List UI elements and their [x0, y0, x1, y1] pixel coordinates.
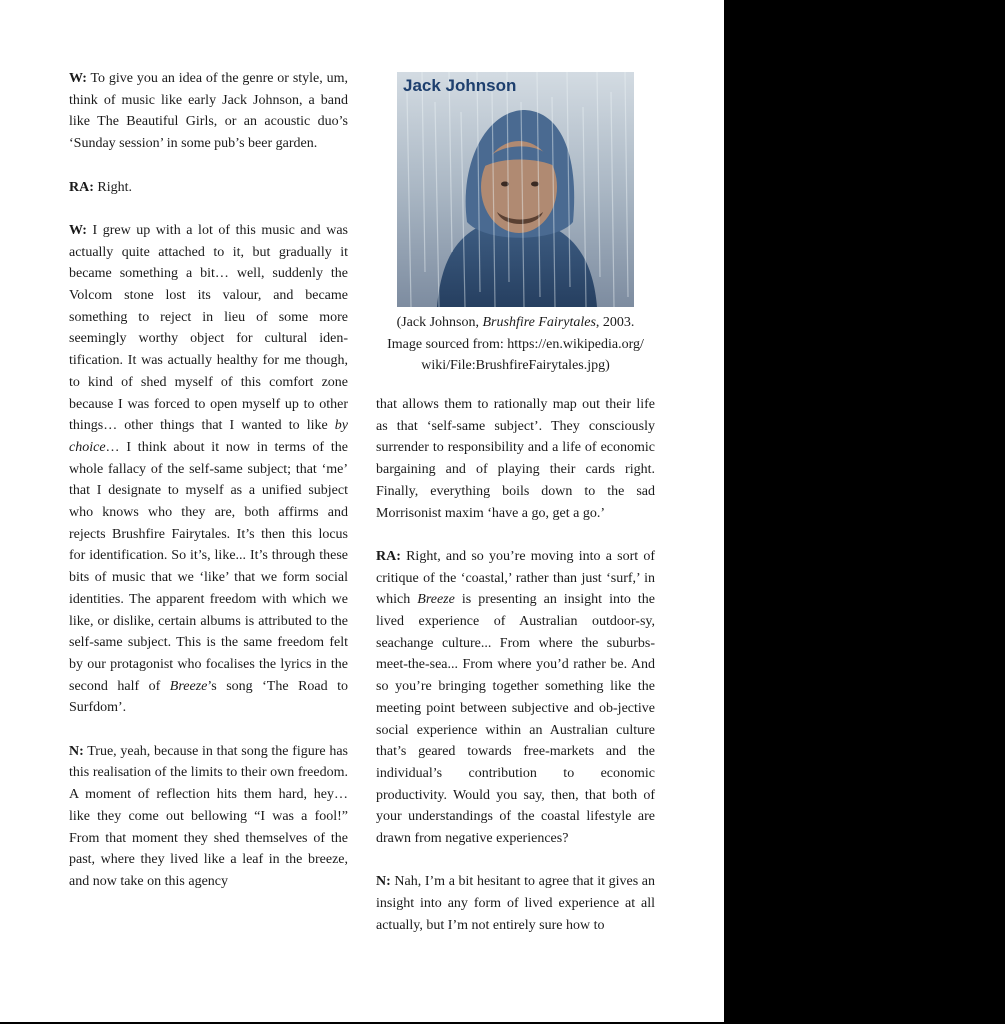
album-cover-art	[397, 72, 634, 307]
caption-source-line: Image sourced from: https://en.wikipedia.org/	[387, 336, 644, 352]
right-column	[376, 394, 655, 958]
paragraph-w-1	[69, 68, 348, 155]
paragraph-text: I grew up with a lot of this music and was actually quite attached to it, but gradually it became something a bit… well, suddenly the Volcom stone lost its valour, and became something to reject in lieu of some more seemingly worthy object for cultural iden-tification. It was actually healthy for me though, to kind of shed myself of this comfort zone because I was forced to open myself up to other things… other things that I wanted to like	[69, 222, 348, 434]
italic-text: Breeze	[417, 592, 455, 608]
caption-year: , 2003.	[595, 315, 635, 330]
paragraph-text: ’s song ‘The Road to Surfdom’.	[69, 678, 349, 716]
paragraph-text: Right.	[93, 179, 133, 195]
paragraph-n-1	[69, 741, 348, 893]
figure-caption	[376, 312, 655, 377]
paragraph-w-2	[69, 220, 348, 719]
paragraph-continued	[376, 394, 655, 524]
paragraph-text: Right, and so you’re moving into a sort of critique of the ‘coastal,’ rather than just ‘surf,’ in which	[376, 548, 655, 608]
caption-lead: (Jack Johnson,	[396, 315, 483, 330]
album-cover-image	[397, 72, 634, 307]
paragraph-text: To give you an idea of the genre or style, um, think of music like early Jack Johnson, a band like The Beautiful Girls, or an acoustic duo’s ‘Sunday session’ in some pub’s beer garden.	[69, 71, 348, 152]
left-column	[69, 68, 348, 914]
caption-source-line: wiki/File:BrushfireFairytales.jpg)	[421, 358, 610, 374]
paragraph-text: Nah, I’m a bit hesitant to agree that it gives an insight into any form of lived experience at all actually, but I’m not entirely sure how to	[376, 874, 655, 933]
paragraph-ra-2	[376, 546, 655, 850]
speaker-label: N:	[376, 874, 391, 890]
speaker-label: N:	[69, 743, 84, 759]
speaker-label: RA:	[376, 548, 401, 564]
album-cover-title: Jack Johnson	[403, 76, 517, 95]
italic-text: by choice	[69, 418, 348, 455]
speaker-label: W:	[69, 71, 87, 86]
paragraph-text: … I think about it now in terms of the whole fallacy of the self-same subject; that ‘me’ that I designate to myself as a unified subject who knows who they are, both affirms and rejects Brushfire Fairytales. It’s then this locus for identification. So it’s, like... It’s through these bits of music that we ‘like’ that we form social identities. The apparent freedom with which we like, or dislike, certain albums is attributed to the self-same subject. This is the same freedom felt by our protagonist who focalises the lyrics in the second half of	[69, 439, 348, 694]
paragraph-text: True, yeah, because in that song the figure has this realisation of the limits to their own freedom. A moment of reflection hits them hard, hey… like they come out bellowing “I was a fool!” From that moment they shed themselves of the past, where they lived like a leaf in the breeze, and now take on this agency	[69, 743, 348, 889]
italic-text: Breeze	[169, 678, 208, 694]
album-figure	[376, 72, 655, 377]
caption-album-title: Brushfire Fairytales	[482, 315, 596, 330]
paragraph-text: is presenting an insight into the lived experience of Australian outdoor-sy, seachange culture... From where the suburbs-meet-the-sea... From where you’d rather be. And so you’re bringing together something like the meeting point between subjective and ob-jective social experience within an Australian culture that’s geared towards free-markets and the individual’s contribution to economic productivity. Would you say, then, that both of your understandings of the coastal lifestyle are drawn from negative experiences?	[376, 592, 655, 847]
paragraph-n-2	[376, 871, 655, 936]
paragraph-text: that allows them to rationally map out their life as that ‘self-same subject’. They consciously surrender to responsibility and a life of economic bargaining and of playing their cards right. Finally, everything boils down to the sad Morrisonist maxim ‘have a go, get a go.’	[376, 397, 655, 521]
speaker-label: RA:	[69, 179, 94, 195]
speaker-label: W:	[69, 222, 87, 238]
paragraph-ra-1	[69, 177, 348, 199]
